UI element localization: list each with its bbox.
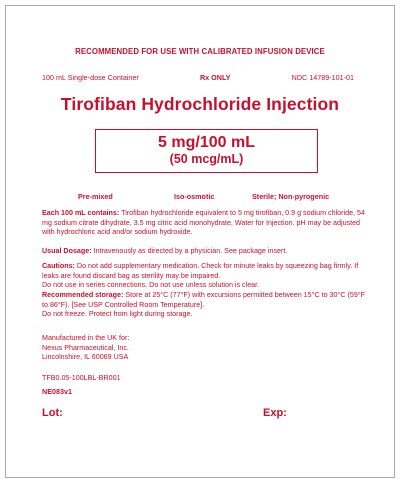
storage-paragraph [42,291,368,320]
manufacturer-address: Lincolnshire, IL 60069 USA [42,353,129,362]
drug-label [5,5,395,478]
strength-dose: 5 mg/100 mL [158,134,255,151]
dosage-heading: Usual Dosage: [42,247,92,255]
storage-line2: Do not freeze. Protect from light during storage. [42,310,193,319]
feature-iso-osmotic: Iso-osmotic [174,192,215,201]
product-name: Tirofiban Hydrochloride Injection [60,94,340,114]
lot-label: Lot: [42,407,63,419]
cautions-heading: Cautions: [42,262,75,270]
ndc-code: NDC 14789-101-01 [291,73,354,82]
dosage-text: Intravenously as directed by a physician. See package insert. [91,247,288,255]
feature-pre-mixed: Pre-mixed [78,192,113,201]
manufacturer-line1: Manufactured in the UK for: [42,334,130,342]
contents-paragraph [42,209,368,238]
cautions-line2: Do not use in series connections. Do not use unless solution is clear. [42,281,260,290]
feature-sterile: Sterile; Non-pyrogenic [252,192,330,201]
manufacturer-name: Nexus Pharmaceutical, Inc. [42,343,129,352]
label-code: TFB0.05-100LBL-BR001 [42,374,121,382]
exp-label: Exp: [263,407,287,419]
label-version: NE083v1 [42,387,72,396]
cautions-text: Do not add supplementary medication. Check for minute leaks by squeezing bag firmly. If leaks are found discard bag as sterility may be impaired. [42,262,359,280]
strength-box [95,129,318,173]
manufacturer-block [42,334,129,363]
infusion-device-banner: RECOMMENDED FOR USE WITH CALIBRATED INFUSION DEVICE [75,47,325,56]
container-size: 100 mL Single-dose Container [42,73,139,82]
cautions-paragraph [42,262,368,291]
contents-text: Tirofiban hydrochloride equivalent to 5 mg tirofiban, 0.9 g sodium chloride, 54 mg sodium citrate dihydrate, 3.5 mg citric acid monohydrate, Water for Injection. pH may be adjusted with hydrochloric acid and/or sodium hydroxide. [42,209,365,237]
strength-concentration: (50 mcg/mL) [169,152,244,166]
dosage-paragraph [42,247,368,257]
storage-text: Store at 25°C (77°F) with excursions permitted between 15°C to 30°C (59°F to 86°F). [See USP Controlled Room Temperature]. [42,291,366,309]
storage-heading: Recommended storage: [42,291,124,299]
package-info-row [42,73,354,82]
contents-heading: Each 100 mL contains: [42,209,120,217]
rx-only-label: Rx ONLY [199,73,231,82]
